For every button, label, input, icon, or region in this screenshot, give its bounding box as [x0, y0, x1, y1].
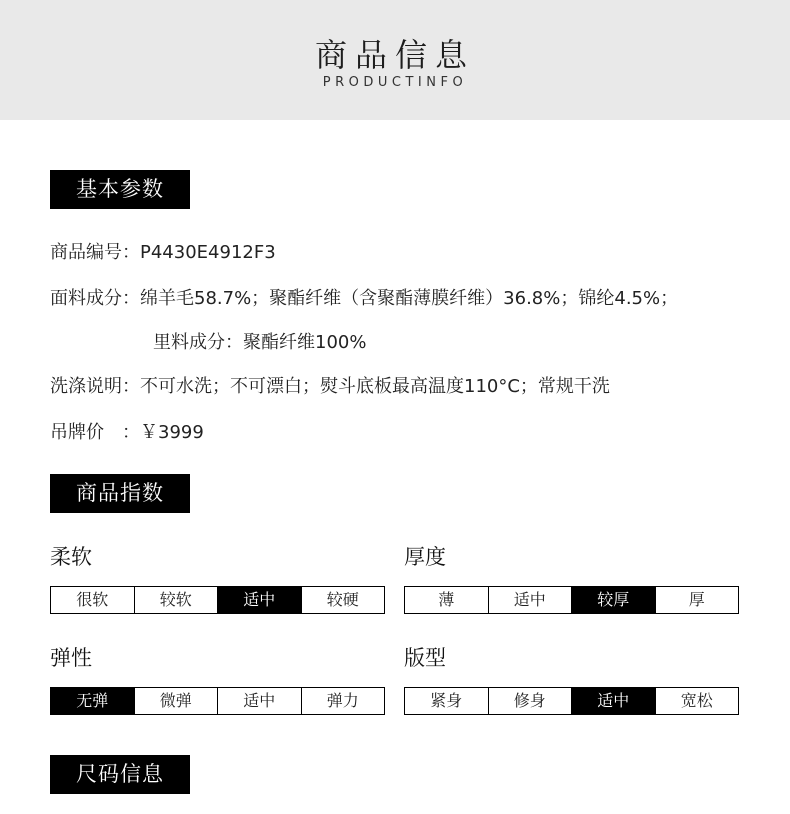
scale-option: 微弹 — [135, 688, 219, 714]
scale-option: 较厚 — [572, 587, 656, 613]
param-value: 聚酯纤维100% — [243, 332, 367, 353]
page-header — [0, 0, 790, 120]
scale-option: 弹力 — [326, 691, 359, 710]
param-label: 商品编号： — [50, 242, 140, 263]
param-fabric — [50, 284, 678, 310]
param-value: 不可水洗；不可漂白；熨斗底板最高温度110°C；常规干洗 — [140, 376, 610, 397]
param-lining — [153, 328, 366, 354]
page-subtitle: PRODUCTINFO — [322, 75, 468, 90]
param-value: P4430E4912F3 — [140, 242, 276, 263]
param-value: 绵羊毛58.7%；聚酯纤维（含聚酯薄膜纤维）36.8%；锦纶4.5%； — [140, 288, 679, 309]
scale-option: 紧身 — [405, 688, 489, 714]
scale-fit — [404, 687, 739, 715]
section-product-index: 商品指数 — [50, 474, 190, 513]
scale-option: 较软 — [135, 587, 219, 613]
metric-title-fit: 版型 — [404, 646, 446, 670]
scale-option: 无弹 — [51, 688, 135, 714]
page-title: 商品信息 — [314, 36, 475, 74]
param-label: 吊牌价 ： — [50, 422, 140, 443]
section-size-info: 尺码信息 — [50, 755, 190, 794]
scale-softness — [50, 586, 385, 614]
scale-option: 很软 — [51, 587, 135, 613]
param-product-code — [50, 238, 276, 264]
param-label: 里料成分： — [153, 332, 243, 353]
scale-elasticity — [50, 687, 385, 715]
param-label: 面料成分： — [50, 288, 140, 309]
scale-thickness — [404, 586, 739, 614]
metric-title-thickness: 厚度 — [404, 545, 446, 569]
section-basic-params: 基本参数 — [50, 170, 190, 209]
param-price — [50, 418, 204, 444]
param-value: ￥3999 — [140, 422, 204, 443]
param-wash — [50, 372, 610, 398]
metric-title-elasticity: 弹性 — [50, 646, 92, 670]
scale-option: 较硬 — [326, 590, 359, 609]
scale-option: 修身 — [489, 688, 573, 714]
scale-option: 适中 — [489, 587, 573, 613]
scale-option: 适中 — [218, 688, 302, 714]
scale-option: 适中 — [572, 688, 656, 714]
scale-option: 薄 — [405, 587, 489, 613]
scale-option: 适中 — [218, 587, 302, 613]
scale-option: 宽松 — [680, 691, 713, 710]
metric-title-softness: 柔软 — [50, 545, 92, 569]
scale-option: 厚 — [688, 590, 705, 609]
param-label: 洗涤说明： — [50, 376, 140, 397]
